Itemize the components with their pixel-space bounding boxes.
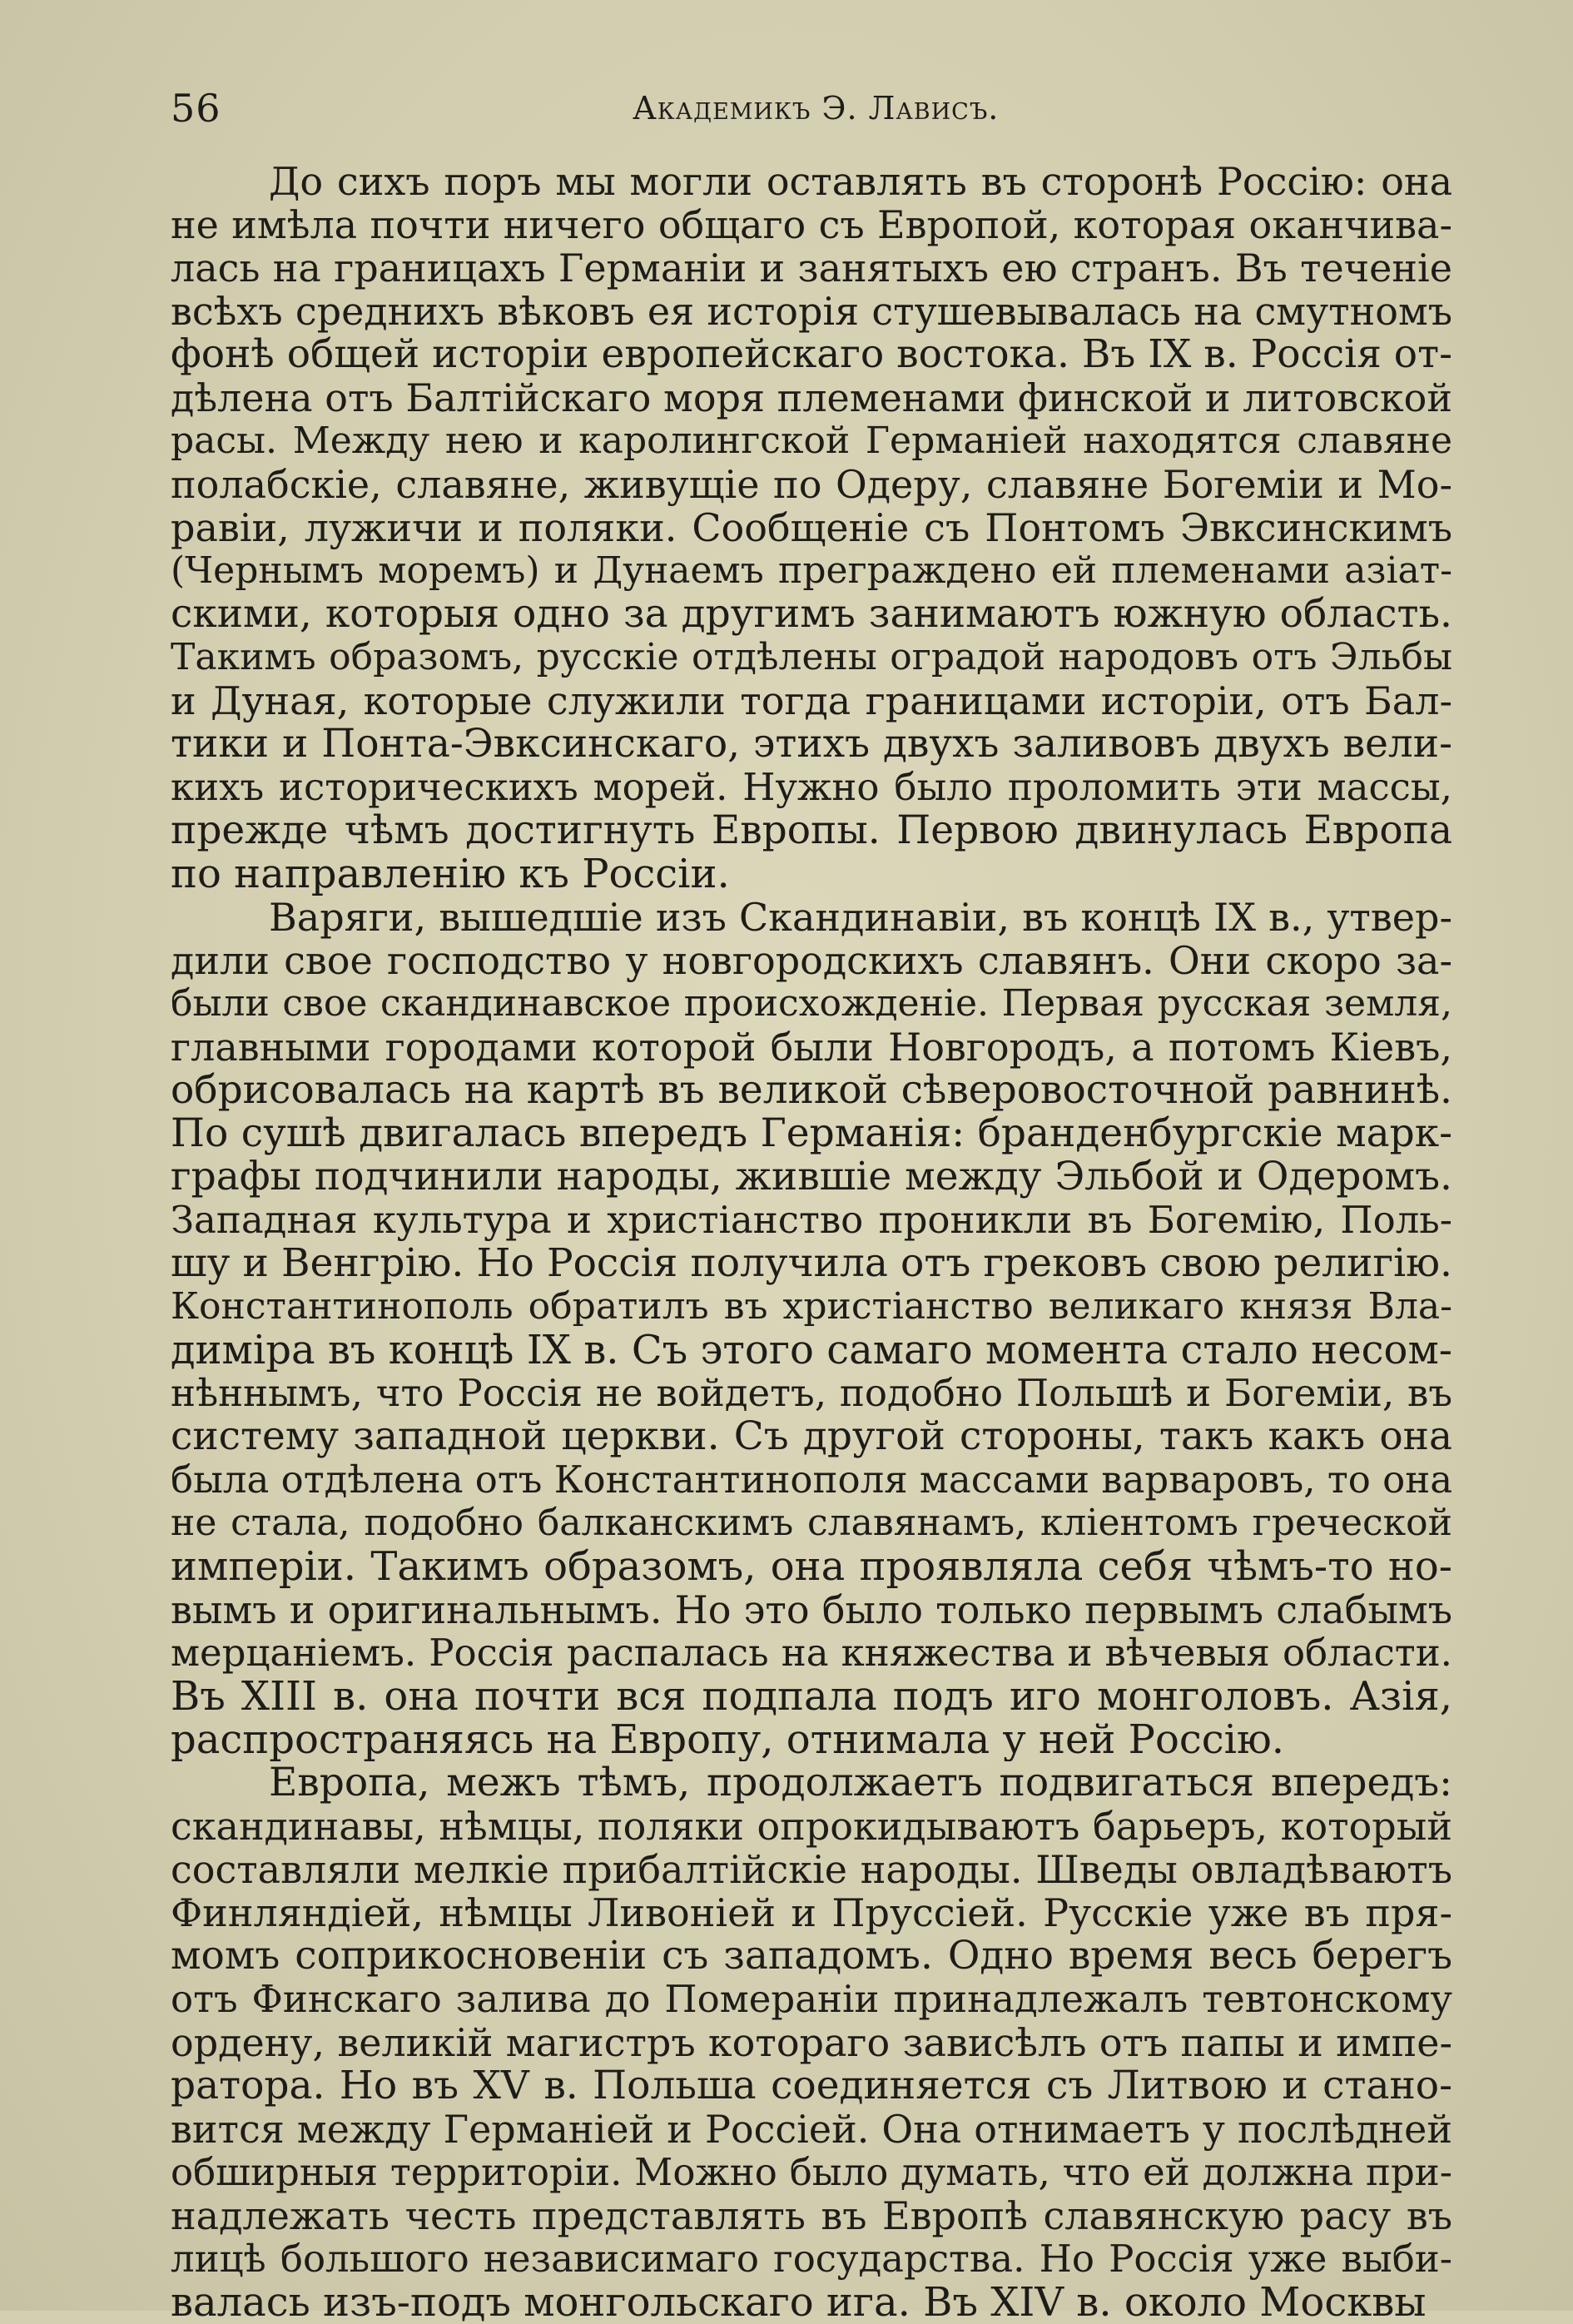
page-number: 56 xyxy=(171,86,221,131)
text-line: мерцаніемъ. Россія распалась на княжества и вѣчевыя области. xyxy=(171,1631,1452,1675)
text-line: ратора. Но въ XV в. Польша соединяется съ Литвою и стано- xyxy=(171,2064,1452,2108)
text-line: скими, которыя одно за другимъ занимаютъ южную область. xyxy=(171,593,1452,636)
paragraph xyxy=(171,160,1452,896)
text-line: момъ соприкосновеніи съ западомъ. Одно время весь берегъ xyxy=(171,1934,1452,1978)
text-line: прежде чѣмъ достигнуть Европы. Первою двинулась Европа xyxy=(171,809,1452,852)
text-line: Европа, межъ тѣмъ, продолжаетъ подвигаться впередъ: xyxy=(269,1761,1452,1805)
text-line: лицѣ большого независимаго государства. Но Россія уже выби- xyxy=(171,2237,1452,2281)
text-line: (Чернымъ моремъ) и Дунаемъ преграждено ей племенами азіат- xyxy=(171,549,1452,592)
text-line: не стала, подобно балканскимъ славянамъ, кліентомъ греческой xyxy=(171,1502,1452,1544)
text-line: лась на границахъ Германіи и занятыхъ ею странъ. Въ теченіе xyxy=(171,246,1452,290)
text-line: шу и Венгрію. Но Россія получила отъ грековъ свою религію. xyxy=(171,1242,1452,1285)
paragraph xyxy=(171,896,1452,1761)
text-line: Константинополь обратилъ въ христіанство великаго князя Вла- xyxy=(171,1285,1452,1328)
text-line: составляли мелкіе прибалтійскіе народы. Шведы овладѣваютъ xyxy=(171,1848,1452,1891)
text-line: полабскіе, славяне, живущіе по Одеру, славяне Богеміи и Мо- xyxy=(171,463,1452,506)
text-line: графы подчинили народы, жившіе между Эльбой и Одеромъ. xyxy=(171,1155,1452,1199)
text-line: фонѣ общей исторіи европейскаго востока. Въ IX в. Россія от- xyxy=(171,333,1452,376)
text-line: кихъ историческихъ морей. Нужно было проломить эти массы, xyxy=(171,766,1452,809)
text-line: и Дуная, которые служили тогда границами исторіи, отъ Бал- xyxy=(171,679,1452,723)
text-line: были свое скандинавское происхожденіе. Первая русская земля, xyxy=(171,982,1452,1025)
text-line: вымъ и оригинальнымъ. Но это было только первымъ слабымъ xyxy=(171,1588,1452,1631)
text-line: дѣлена отъ Балтійскаго моря племенами финской и литовской xyxy=(171,376,1452,420)
text-line: главными городами которой были Новгородъ, а потомъ Кіевъ, xyxy=(171,1025,1452,1069)
text-line: распространяясь на Европу, отнимала у ней Россію. xyxy=(171,1718,1285,1761)
text-line: дили свое господство у новгородскихъ славянъ. Они скоро за- xyxy=(171,939,1452,982)
text-line: Западная культура и христіанство проникли въ Богемію, Поль- xyxy=(171,1199,1452,1242)
running-title: Академикъ Э. Лависъ. xyxy=(633,90,1000,127)
text-line: валась изъ-подъ монгольскаго ига. Въ XIV в. около Москвы xyxy=(171,2281,1427,2324)
text-line: не имѣла почти ничего общаго съ Европой, которая оканчива- xyxy=(171,203,1452,246)
text-line: по направленію къ Россіи. xyxy=(171,852,730,896)
text-line: диміра въ концѣ IX в. Съ этого самаго момента стало несом- xyxy=(171,1328,1452,1372)
text-line: надлежать честь представлять въ Европѣ славянскую расу въ xyxy=(171,2194,1452,2237)
body-text xyxy=(171,160,1452,2324)
text-line: равіи, лужичи и поляки. Сообщеніе съ Понтомъ Эвксинскимъ xyxy=(171,506,1452,549)
text-line: отъ Финскаго залива до Помераніи принадлежалъ тевтонскому xyxy=(171,1978,1452,2021)
text-line: была отдѣлена отъ Константинополя массами варваровъ, то она xyxy=(171,1458,1452,1502)
text-line: До сихъ поръ мы могли оставлять въ сторонѣ Россію: она xyxy=(269,160,1452,203)
text-line: расы. Между нею и каролингской Германіей находятся славяне xyxy=(171,420,1452,462)
text-line: Варяги, вышедшіе изъ Скандинавіи, въ концѣ IX в., утвер- xyxy=(269,896,1452,939)
text-line: вится между Германіей и Россіей. Она отнимаетъ у послѣдней xyxy=(171,2108,1452,2151)
text-line: систему западной церкви. Съ другой стороны, такъ какъ она xyxy=(171,1415,1452,1458)
page-header xyxy=(171,83,1452,133)
text-line: тики и Понта-Эвксинскаго, этихъ двухъ заливовъ двухъ вели- xyxy=(171,723,1452,766)
text-line: обрисовалась на картѣ въ великой сѣверовосточной равнинѣ. xyxy=(171,1069,1452,1112)
text-line: скандинавы, нѣмцы, поляки опрокидываютъ барьеръ, который xyxy=(171,1805,1452,1848)
paragraph xyxy=(171,1761,1452,2324)
text-line: обширныя территоріи. Можно было думать, что ей должна при- xyxy=(171,2151,1452,2194)
text-line: Финляндіей, нѣмцы Ливоніей и Пруссіей. Русскіе уже въ пря- xyxy=(171,1891,1452,1934)
text-line: всѣхъ среднихъ вѣковъ ея исторія стушевывалась на смутномъ xyxy=(171,290,1452,333)
text-line: имперіи. Такимъ образомъ, она проявляла себя чѣмъ-то но- xyxy=(171,1545,1452,1588)
text-line: Въ XIII в. она почти вся подпала подъ иго монголовъ. Азія, xyxy=(171,1675,1452,1718)
text-line: Такимъ образомъ, русскіе отдѣлены оградой народовъ отъ Эльбы xyxy=(171,636,1452,678)
text-line: ордену, великій магистръ котораго зависѣлъ отъ папы и импе- xyxy=(171,2021,1452,2064)
text-line: нѣннымъ, что Россія не войдетъ, подобно Польшѣ и Богеміи, въ xyxy=(171,1372,1452,1415)
text-line: По сушѣ двигалась впередъ Германія: бранденбургскіе марк- xyxy=(171,1112,1452,1155)
